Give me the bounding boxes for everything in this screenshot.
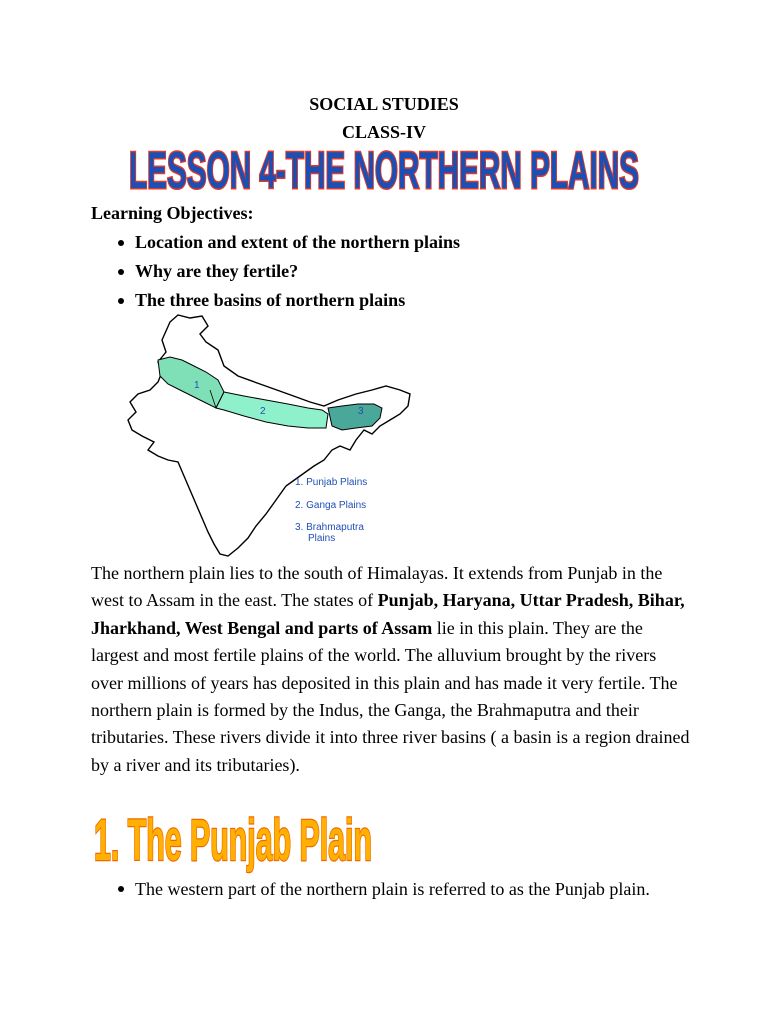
bullet-icon xyxy=(118,298,124,304)
region-number-2: 2 xyxy=(260,406,266,417)
bullet-icon xyxy=(118,240,124,246)
section-title-text: 1. The Punjab Plain xyxy=(94,808,372,873)
states-list: Punjab, Haryana, Uttar Pradesh, Bihar, Jharkhand, West Bengal and parts of Assam xyxy=(91,590,685,638)
objective-item: Why are they fertile? xyxy=(91,258,460,287)
bullet-icon xyxy=(118,269,124,275)
section-title-wordart xyxy=(90,802,380,873)
region-number-3: 3 xyxy=(358,406,364,417)
legend-brahmaputra-plains: 3. Brahmaputra xyxy=(295,522,364,533)
class-heading: CLASS-IV xyxy=(341,122,427,142)
objective-item: The three basins of northern plains xyxy=(91,287,460,316)
legend-ganga-plains: 2. Ganga Plains xyxy=(295,500,367,511)
lesson-title-text: LESSON 4-THE NORTHERN PLAINS xyxy=(129,142,639,200)
india-outline xyxy=(128,315,410,556)
punjab-plain-points xyxy=(91,875,691,904)
subject-heading: SOCIAL STUDIES xyxy=(309,94,459,114)
northern-plain-paragraph: The northern plain lies to the south of Himalayas. It extends from Punjab in the west to Assam in the east. The states of Punjab, Haryana, Uttar Pradesh, Bihar, Jharkhand, West Bengal and parts of Assam lie in this plain. They are the largest and most fertile plains of the world. The alluvium brought by the rivers over millions of years has deposited in this plain and has made it very fertile. The northern plain is formed by the Indus, the Ganga, the Brahmaputra and their tributaries. These rivers divide it into three river basins ( a basin is a region drained by a river and its tributaries). xyxy=(91,563,690,775)
objective-item: Location and extent of the northern plains xyxy=(91,229,460,258)
legend-punjab-plains: 1. Punjab Plains xyxy=(295,477,368,488)
legend-brahmaputra-plains-cont: Plains xyxy=(308,533,336,544)
india-outline-map xyxy=(110,310,430,560)
northern-plains-map xyxy=(110,310,430,560)
list-item: The western part of the northern plain is referred to as the Punjab plain. xyxy=(91,875,691,904)
lesson-title-wordart xyxy=(110,140,658,202)
bullet-icon xyxy=(118,886,124,892)
objectives-title: Learning Objectives: xyxy=(91,203,254,223)
region-number-1: 1 xyxy=(194,380,200,391)
objectives-list xyxy=(91,229,460,316)
